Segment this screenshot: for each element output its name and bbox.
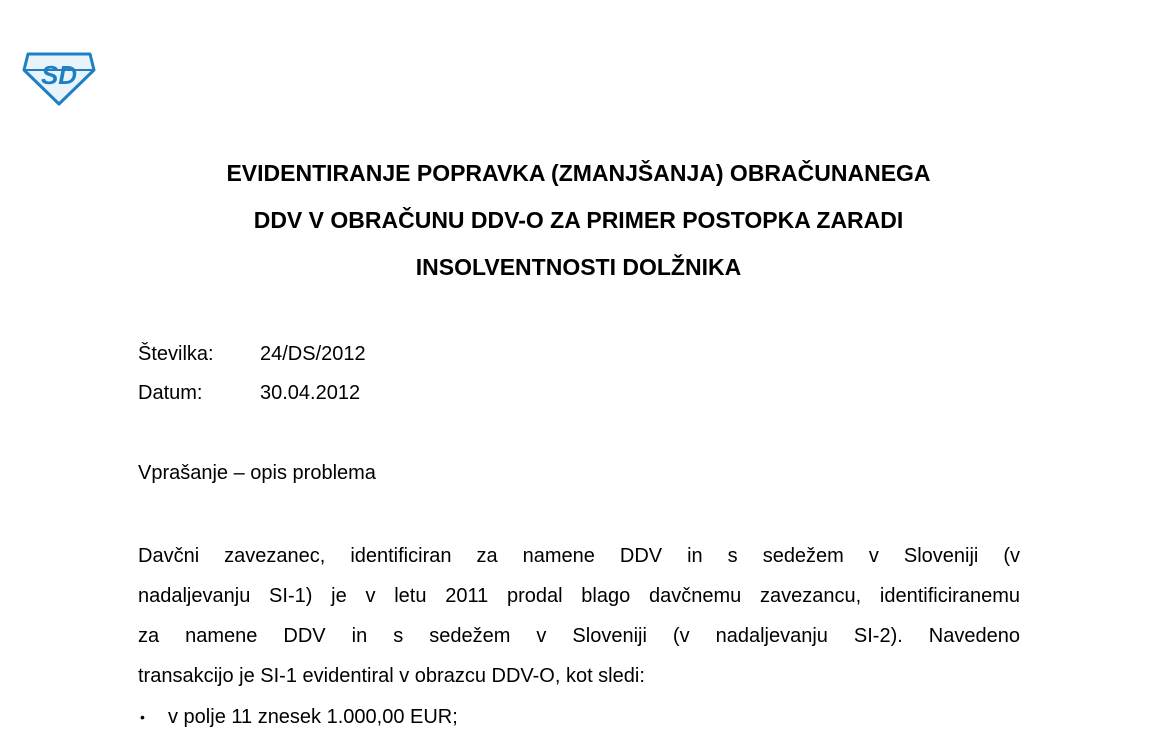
bullet-marker: •	[140, 709, 145, 725]
date-value: 30.04.2012	[260, 382, 361, 404]
title-line-2: DDV V OBRAČUNU DDV-O ZA PRIMER POSTOPKA ZARADI	[253, 207, 904, 233]
document-meta	[138, 337, 366, 415]
svg-text:SD: SD	[40, 60, 78, 90]
title-line-3: INSOLVENTNOSTI DOLŽNIKA	[415, 254, 742, 280]
bullet-text: v polje 11 znesek 1.000,00 EUR;	[168, 706, 458, 728]
number-label: Številka:	[138, 343, 214, 365]
question-heading: Vprašanje – opis problema	[138, 462, 376, 484]
date-row	[138, 376, 366, 415]
bullet-item	[138, 697, 458, 737]
paragraph-line: Davčni zavezanec, identificiran za namene DDV in s sedežem v Sloveniji (v	[138, 545, 1020, 567]
title-line-1: EVIDENTIRANJE POPRAVKA (ZMANJŠANJA) OBRAČUNANEGA	[226, 160, 931, 186]
document-title	[0, 150, 1157, 291]
date-label: Datum:	[138, 382, 203, 404]
paragraph-line: transakcijo je SI-1 evidentiral v obrazcu DDV-O, kot sledi:	[138, 665, 645, 687]
sd-logo-icon	[22, 48, 96, 106]
body-paragraph	[138, 536, 1020, 696]
number-value: 24/DS/2012	[260, 343, 366, 365]
paragraph-line: nadaljevanju SI-1) je v letu 2011 prodal blago davčnemu zavezancu, identificiranemu	[138, 585, 1020, 607]
paragraph-line: za namene DDV in s sedežem v Sloveniji (v nadaljevanju SI-2). Navedeno	[138, 625, 1020, 647]
number-row	[138, 337, 366, 376]
